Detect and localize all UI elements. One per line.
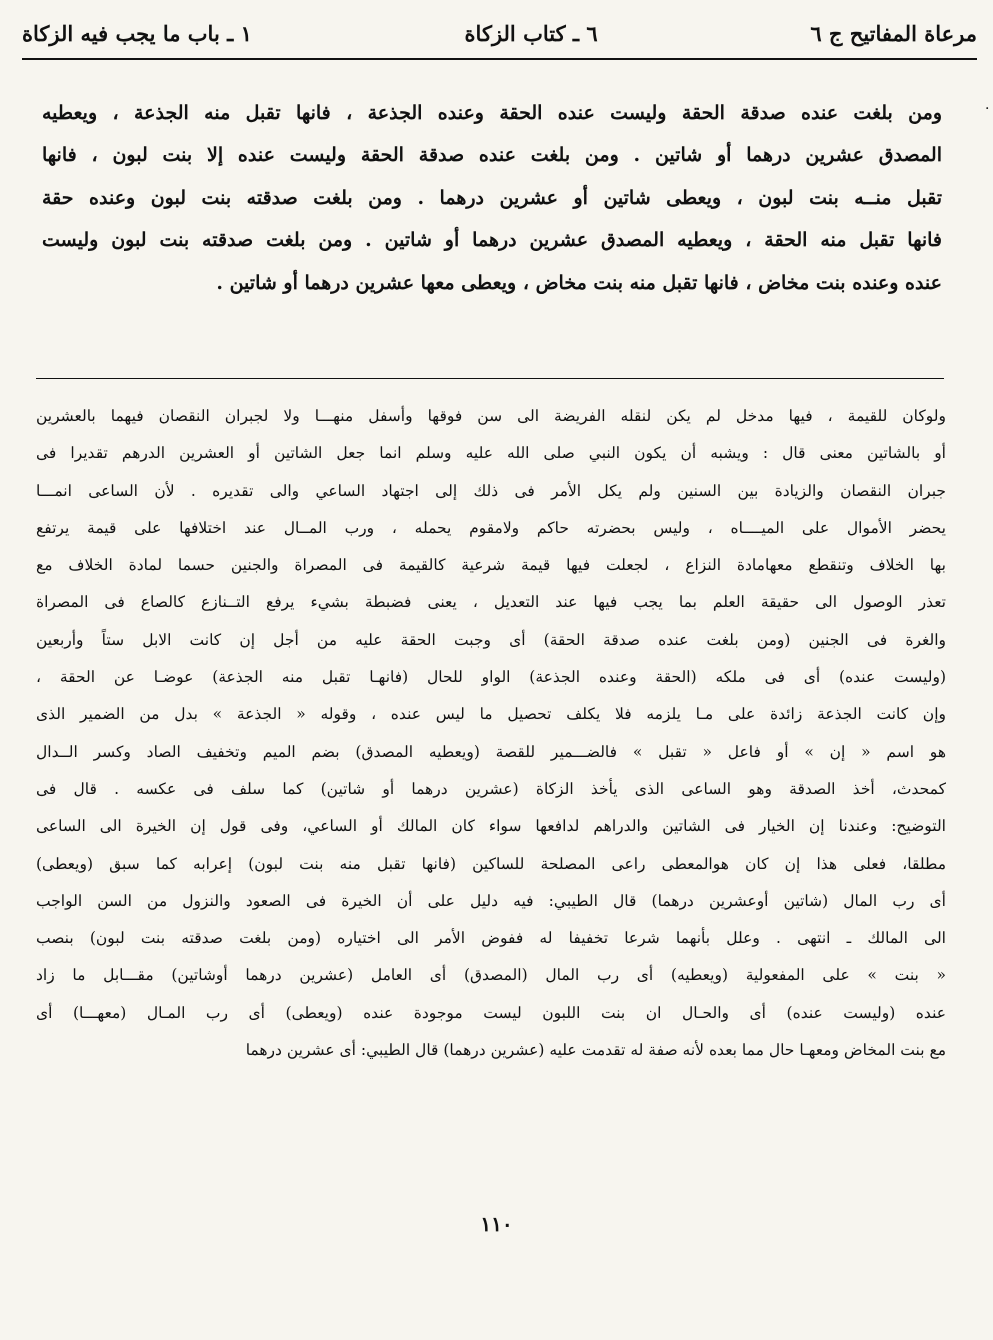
- commentary-line: أو بالشاتين معنى قال : ويشبه أن يكون النبي صلى الله عليه وسلم انما جعل الشاتين أو العشرين الدرهم تقديرا فى: [36, 444, 946, 463]
- commentary-line: والغرة فى الجنين (ومن بلغت عنده صدقة الحقة) أى وجبت الحقة عليه من أجل إن كانت الابل ستاً وأربعين: [36, 630, 946, 649]
- hadith-line: المصدق عشرين درهما أو شاتين . ومن بلغت عنده صدقة الحقة وليست عنده إلا بنت لبون ، فانها: [42, 144, 942, 167]
- commentary-line: وإن كانت الجذعة زائدة على مـا يلزمه فلا يكلف تحصيل ما ليس عنده ، وقوله « الجذعة » بدل من الضمير الذى: [36, 705, 946, 724]
- commentary-line: التوضيح: وعندنا إن الخيار فى الشاتين والدراهم لدافعها سواء كان المالك أو الساعي، وفى قول إن الخيرة الى الساعى: [36, 817, 946, 836]
- commentary-line: مطلقا، فعلى هذا إن كان هوالمعطى راعى المصلحة للساكين (فانها تقبل منه بنت لبون) إعرابه كما سبق (ويعطى): [36, 854, 946, 873]
- commentary-line: هو اسم « إن » أو فاعل « تقبل » فالضـــمير للقصة (ويعطيه المصدق) بضم الميم وتخفيف الصاد وكسر الــدال: [36, 742, 946, 761]
- commentary-line: كمحدث، أخذ الصدقة وهو الساعى الذى يأخذ الزكاة (عشرين درهما أو شاتين) كما سلف فى عكسه . قال فى: [36, 779, 946, 798]
- page-number: ١١٠: [480, 1212, 513, 1236]
- header-chapter-title: ٦ ـ كتاب الزكاة: [464, 20, 598, 46]
- commentary-line: بها الخلاف وتنقطع معهامادة النزاع ، لجعلت فيها قيمة شرعية كالقيمة فى المصراة والجنين حسما لمادة الخلاف مع: [36, 556, 946, 575]
- commentary-line: الى المالك ـ انتهى . وعلل بأنهما شرعا تخفيفا له ففوض الأمر الى اختياره (ومن بلغت صدقته بنت لبون) بنصب: [36, 929, 946, 948]
- hadith-line: فانها تقبل منه الحقة ، ويعطيه المصدق عشرين درهما أو شاتين . ومن بلغت صدقته بنت لبون وليست: [42, 229, 942, 252]
- commentary-line: أى رب المال (شاتين أوعشرين درهما) قال الطيبي: فيه دليل على أن الخيرة فى الصعود والنزول من السن الواجب: [36, 891, 946, 910]
- commentary-line: يحضر الأموال على الميــــاه ، وليس بحضرته حاكم ولامقوم يحمله ، ورب المــال عند اختلافها على قيمة يرتفع: [36, 518, 946, 537]
- hadith-line: تقبل منــه بنت لبون ، ويعطى شاتين أو عشرين درهما . ومن بلغت صدقته بنت لبون وعنده حقة: [42, 186, 942, 209]
- commentary-line: عنده (وليست عنده) أى والحـال ان بنت اللبون ليست موجودة عنده (ويعطى) أى رب المـال (معهـــا) أى: [36, 1003, 946, 1022]
- margin-mark: ·: [985, 101, 990, 117]
- commentary-line: تعذر الوصول الى حقيقة العلم بما يجب فيها عند التعديل ، يعنى فضبطة بشيء يرفع التــنازع كالصاع فى المصراة: [36, 593, 946, 612]
- commentary-line: (وليست عنده) أى فى ملكه (الحقة وعنده الجذعة) الواو للحال (فانهـا تقبل منه الجذعة) عوضـا عن الحقة ،: [36, 668, 946, 687]
- header-book-title: مرعاة المفاتيح ج ٦: [810, 20, 977, 46]
- commentary-line: مع بنت المخاض ومعهـا حال مما بعده لأنه صفة له تقدمت عليه (عشرين درهما) قال الطيبي: أى عشرين درهما: [245, 1041, 946, 1060]
- commentary-divider: [36, 378, 944, 379]
- commentary-line: ولوكان للقيمة ، فيها مدخل لم يكن لنقله الفريضة الى سن فوقها وأسفل منهـــا ولا لجبران النقصان فيهما بالعشرين: [36, 407, 946, 425]
- commentary-text: [36, 398, 946, 1069]
- header-section-title: ١ ـ باب ما يجب فيه الزكاة: [22, 20, 252, 46]
- running-header: [22, 14, 977, 52]
- commentary-line: جبران النقصان والزيادة بين السنين ولم يكل الأمر فى ذلك إلى اجتهاد الساعي والى تقديره . لأن الساعى انمـــا: [36, 481, 946, 500]
- hadith-line: ومن بلغت عنده صدقة الحقة وليست عنده الحقة وعنده الجذعة ، فانها تقبل منه الجذعة ، ويعطيه: [42, 102, 942, 124]
- hadith-text: [42, 92, 942, 304]
- hadith-line: عنده وعنده بنت مخاض ، فانها تقبل منه بنت مخاض ، ويعطى معها عشرين درهما أو شاتين .: [216, 271, 942, 294]
- commentary-line: « بنت » على المفعولية (ويعطيه) أى رب المال (المصدق) أى العامل (عشرين درهما أوشاتين) مقـــابل ما زاد: [36, 966, 946, 985]
- header-divider: [22, 58, 977, 60]
